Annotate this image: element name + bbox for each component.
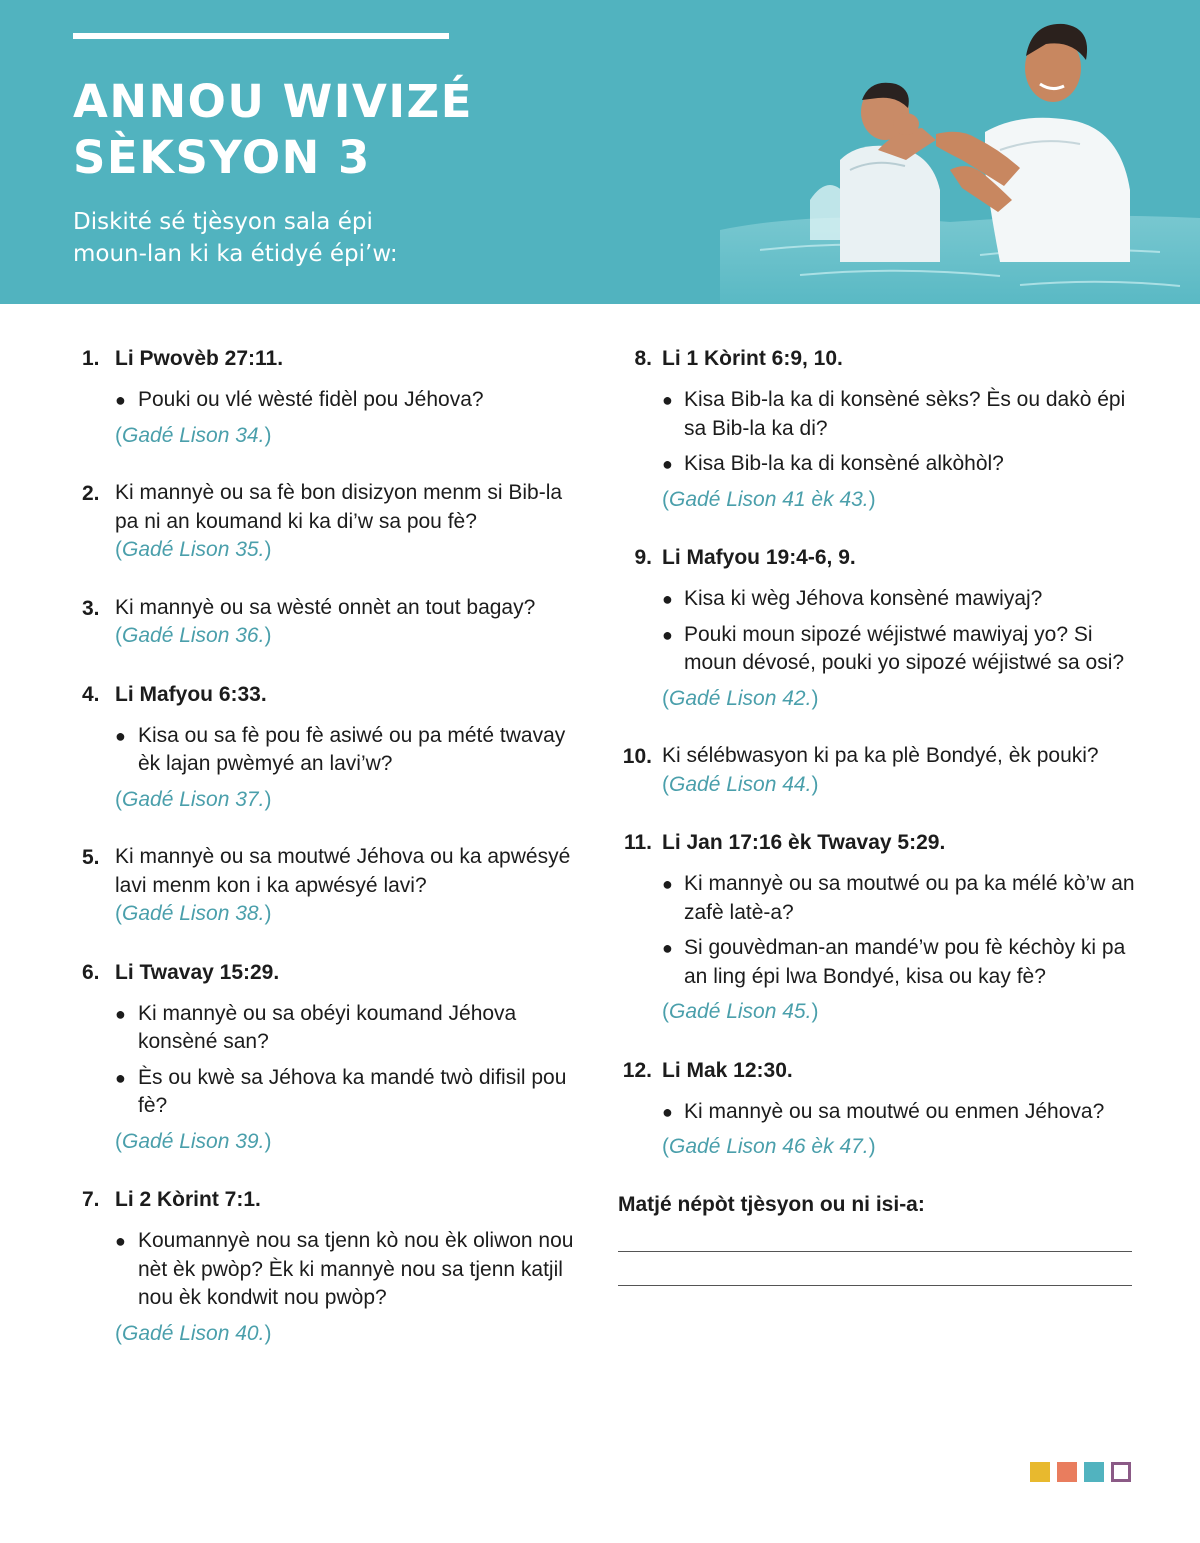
- purple-outline-square-icon: [1111, 1462, 1131, 1482]
- scripture-reference: Li Mak 12:30.: [662, 1058, 793, 1082]
- bullet-text: Pouki ou vlé wèsté fidèl pou Jéhova?: [138, 388, 484, 411]
- page-subtitle-line-1: Diskité sé tjèsyon sala épi: [73, 209, 373, 235]
- bullet-question: [618, 870, 1138, 927]
- item-number: 10.: [622, 745, 652, 768]
- bullet-text: Kisa Bib-la ka di konsèné sèks? Ès ou dakò épi sa Bib-la ka di?: [684, 388, 1126, 440]
- bullet-question: [618, 621, 1138, 678]
- lesson-reference: Gadé Lison 40.: [122, 1321, 265, 1345]
- item-number: 9.: [634, 546, 652, 569]
- lesson-reference: Gadé Lison 39.: [122, 1129, 265, 1153]
- see-lesson: (Gadé Lison 40.): [115, 1321, 272, 1345]
- question-item-3: [82, 594, 582, 651]
- lesson-reference: Gadé Lison 42.: [669, 686, 812, 710]
- scripture-reference: Li Twavay 15:29.: [115, 960, 280, 984]
- bullet-icon: ●: [662, 390, 673, 410]
- bullet-icon: ●: [115, 1003, 126, 1024]
- bullet-text: Ki mannyè ou sa obéyi koumand Jéhova konsèné san?: [138, 1001, 517, 1053]
- see-lesson: (Gadé Lison 39.): [115, 1129, 272, 1153]
- item-number: 6.: [82, 960, 100, 984]
- scripture-reference: Li Jan 17:16 èk Twavay 5:29.: [662, 831, 946, 854]
- bullet-icon: ●: [662, 938, 673, 958]
- page-title-line-1: ANNOU WIVIZÉ: [73, 75, 473, 128]
- lesson-reference: Gadé Lison 35.: [122, 538, 265, 561]
- bullet-icon: ●: [662, 874, 673, 894]
- bullet-question: [82, 386, 582, 415]
- bullet-question: [618, 1098, 1138, 1127]
- see-lesson: (Gadé Lison 38.): [115, 902, 272, 925]
- item-number: 1.: [82, 347, 100, 370]
- item-number: 2.: [82, 482, 100, 505]
- bullet-question: [82, 722, 582, 779]
- item-number: 8.: [634, 347, 652, 370]
- page-subtitle-line-2: moun-lan ki ka étidyé épi’w:: [73, 241, 398, 267]
- baptism-illustration: [700, 0, 1200, 304]
- bullet-question: [82, 1064, 582, 1121]
- see-lesson: (Gadé Lison 36.): [115, 624, 272, 647]
- bullet-question: [618, 450, 1138, 479]
- bullet-icon: ●: [662, 1101, 673, 1122]
- bullet-icon: ●: [662, 454, 673, 474]
- lesson-reference: Gadé Lison 41 èk 43.: [669, 487, 869, 511]
- bullet-text: Si gouvèdman-an mandé’w pou fè kéchòy ki pa an ling épi lwa Bondyé, kisa ou kay fè?: [684, 936, 1126, 988]
- lesson-reference: Gadé Lison 46 èk 47.: [669, 1135, 869, 1158]
- question-item-12: [618, 1056, 1138, 1162]
- notes-line[interactable]: [618, 1285, 1132, 1286]
- question-item-9: [618, 543, 1138, 713]
- page-title: [73, 74, 593, 186]
- question-text: Ki mannyè ou sa moutwé Jéhova ou ka apwésyé lavi menm kon i ka apwésyé lavi?: [115, 845, 571, 897]
- page-subtitle: [73, 206, 493, 270]
- item-number: 4.: [82, 682, 100, 706]
- item-number: 7.: [82, 1188, 100, 1211]
- see-lesson: (Gadé Lison 35.): [115, 538, 272, 561]
- see-lesson: (Gadé Lison 34.): [115, 423, 272, 447]
- bullet-icon: ●: [115, 1231, 126, 1251]
- question-item-7: [82, 1185, 582, 1348]
- question-item-2: [82, 479, 582, 565]
- lesson-reference: Gadé Lison 37.: [122, 787, 265, 811]
- scripture-reference: Li 1 Kòrint 6:9, 10.: [662, 347, 843, 370]
- bullet-question: [618, 386, 1138, 443]
- question-item-1: [82, 344, 582, 450]
- question-item-5: [82, 843, 582, 929]
- question-text: Ki mannyè ou sa fè bon disizyon menm si Bib-la pa ni an koumand ki ka di’w sa pou fè?: [115, 481, 563, 533]
- yellow-square-icon: [1030, 1462, 1050, 1482]
- lesson-reference: Gadé Lison 36.: [122, 624, 265, 647]
- bullet-text: Kisa ou sa fè pou fè asiwé ou pa mété twavay èk lajan pwèmyé an lavi’w?: [138, 723, 566, 775]
- question-item-11: [618, 828, 1138, 1027]
- question-text: Ki mannyè ou sa wèsté onnèt an tout bagay?: [115, 595, 536, 619]
- see-lesson: (Gadé Lison 42.): [662, 686, 819, 710]
- teal-square-icon: [1084, 1462, 1104, 1482]
- bullet-question: [618, 585, 1138, 614]
- bullet-text: Pouki moun sipozé wéjistwé mawiyaj yo? Si moun dévosé, pouki yo sipozé wéjistwé sa osi?: [684, 622, 1125, 674]
- bullet-text: Kisa Bib-la ka di konsèné alkòhòl?: [684, 452, 1004, 475]
- header-band: [0, 0, 1200, 304]
- item-number: 12.: [622, 1058, 652, 1082]
- bullet-question: [82, 1227, 582, 1313]
- question-item-10: [618, 742, 1138, 799]
- see-lesson: (Gadé Lison 45.): [662, 1000, 819, 1023]
- bullet-text: Kisa ki wèg Jéhova konsèné mawiyaj?: [684, 587, 1043, 610]
- questions-column-left: [82, 344, 582, 1377]
- scripture-reference: Li Mafyou 6:33.: [115, 682, 267, 706]
- lesson-reference: Gadé Lison 44.: [669, 772, 812, 796]
- header-rule: [73, 33, 449, 39]
- question-item-6: [82, 958, 582, 1157]
- bullet-text: Ki mannyè ou sa moutwé ou enmen Jéhova?: [684, 1099, 1105, 1123]
- see-lesson: (Gadé Lison 37.): [115, 787, 272, 811]
- see-lesson: (Gadé Lison 44.): [662, 772, 819, 796]
- orange-square-icon: [1057, 1462, 1077, 1482]
- bullet-icon: ●: [115, 390, 126, 410]
- scripture-reference: Li 2 Kòrint 7:1.: [115, 1188, 261, 1211]
- see-lesson: (Gadé Lison 46 èk 47.): [662, 1135, 876, 1158]
- lesson-reference: Gadé Lison 38.: [122, 902, 265, 925]
- notes-line[interactable]: [618, 1251, 1132, 1252]
- questions-column-right: [618, 344, 1138, 1286]
- notes-label: Matjé népòt tjèsyon ou ni isi-a:: [618, 1192, 925, 1216]
- bullet-icon: ●: [662, 589, 673, 609]
- bullet-text: Koumannyè nou sa tjenn kò nou èk oliwon nou nèt èk pwòp? Èk ki mannyè nou sa tjenn katjil nou èk kondwit nou pwòp?: [138, 1229, 574, 1309]
- bullet-icon: ●: [115, 1067, 126, 1088]
- question-item-4: [82, 680, 582, 815]
- item-number: 3.: [82, 596, 100, 620]
- bullet-question: [618, 934, 1138, 991]
- bullet-question: [82, 1000, 582, 1057]
- bullet-text: Ki mannyè ou sa moutwé ou pa ka mélé kò’w an zafè latè-a?: [684, 872, 1135, 924]
- scripture-reference: Li Mafyou 19:4-6, 9.: [662, 546, 856, 569]
- item-number: 11.: [623, 831, 652, 854]
- see-lesson: (Gadé Lison 41 èk 43.): [662, 487, 876, 511]
- item-number: 5.: [82, 846, 100, 869]
- lesson-reference: Gadé Lison 34.: [122, 423, 265, 447]
- bullet-text: Ès ou kwè sa Jéhova ka mandé twò difisil pou fè?: [138, 1065, 567, 1117]
- bullet-icon: ●: [115, 725, 126, 746]
- question-item-8: [618, 344, 1138, 514]
- bullet-icon: ●: [662, 624, 673, 645]
- page-title-line-2: SÈKSYON 3: [73, 131, 371, 184]
- scripture-reference: Li Pwovèb 27:11.: [115, 347, 284, 370]
- question-text: Ki sélébwasyon ki pa ka plè Bondyé, èk pouki?: [662, 744, 1099, 767]
- lesson-reference: Gadé Lison 45.: [669, 1000, 812, 1023]
